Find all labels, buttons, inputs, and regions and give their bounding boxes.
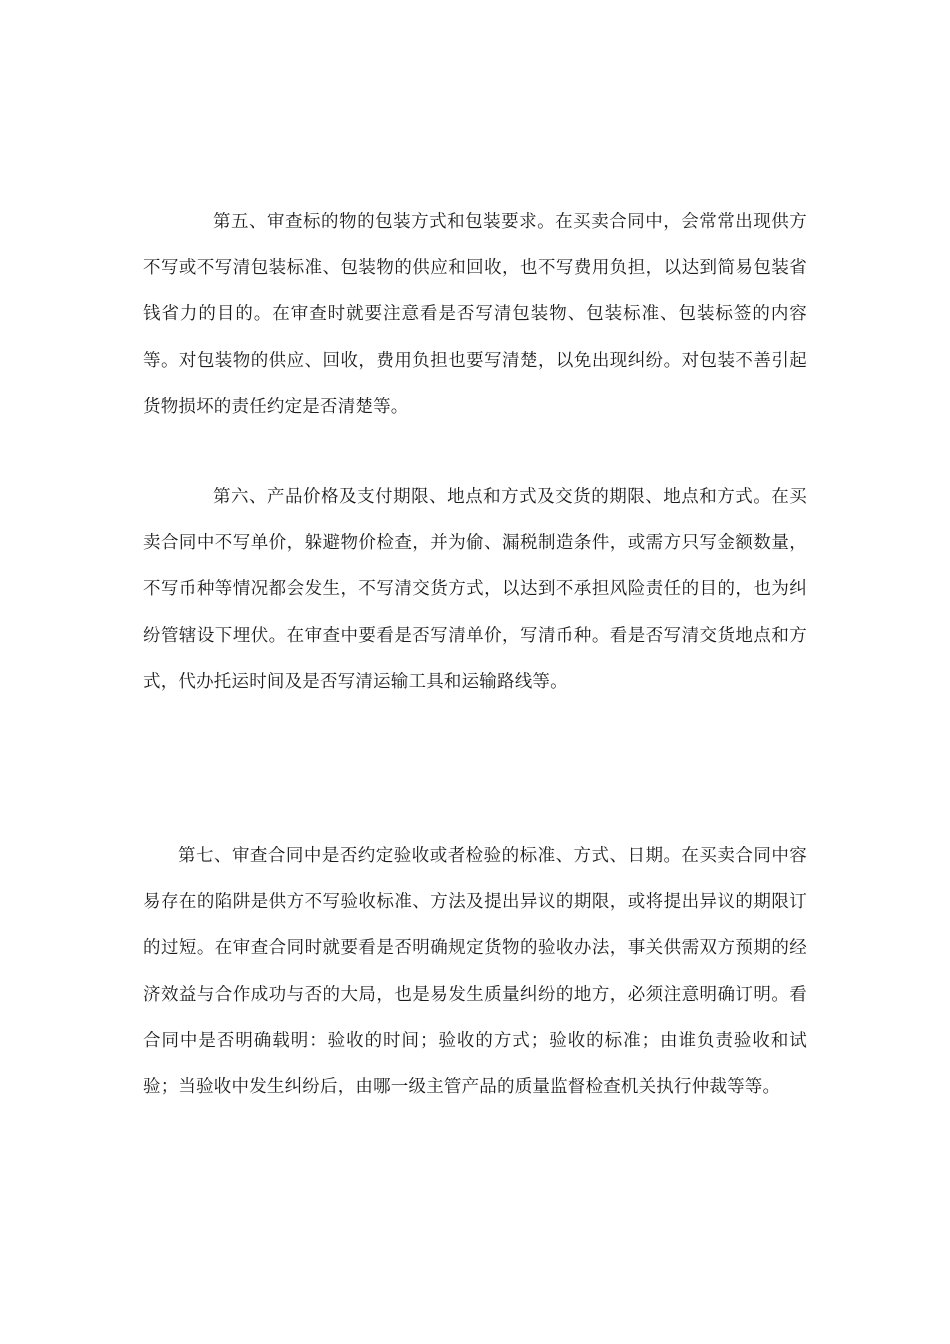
paragraph-packaging: 第五、审查标的物的包装方式和包装要求。在买卖合同中，会常常出现供方不写或不写清包装标准、包装物的供应和回收，也不写费用负担，以达到简易包装省钱省力的目的。在审查时就要注意看是否写清包装物、包装标准、包装标签的内容等。对包装物的供应、回收，费用负担也要写清楚，以免出现纠纷。对包装不善引起货物损坏的责任约定是否清楚等。 [143, 212, 807, 417]
paragraph-inspection-acceptance: 第七、审查合同中是否约定验收或者检验的标准、方式、日期。在买卖合同中容易存在的陷阱是供方不写验收标准、方法及提出异议的期限，或将提出异议的期限订的过短。在审查合同时就要看是否明确规定货物的验收办法，事关供需双方预期的经济效益与合作成功与否的大局，也是易发生质量纠纷的地方，必须注意明确订明。看合同中是否明确载明：验收的时间；验收的方式；验收的标准；由谁负责验收和试验；当验收中发生纠纷后，由哪一级主管产品的质量监督检查机关执行仲裁等等。 [143, 846, 807, 1098]
paragraph-price-payment-delivery: 第六、产品价格及支付期限、地点和方式及交货的期限、地点和方式。在买卖合同中不写单价，躲避物价检查，并为偷、漏税制造条件，或需方只写金额数量，不写币种等情况都会发生，不写清交货方式，以达到不承担风险责任的目的，也为纠纷管辖设下埋伏。在审查中要看是否写清单价，写清币种。看是否写清交货地点和方式，代办托运时间及是否写清运输工具和运输路线等。 [143, 487, 807, 692]
